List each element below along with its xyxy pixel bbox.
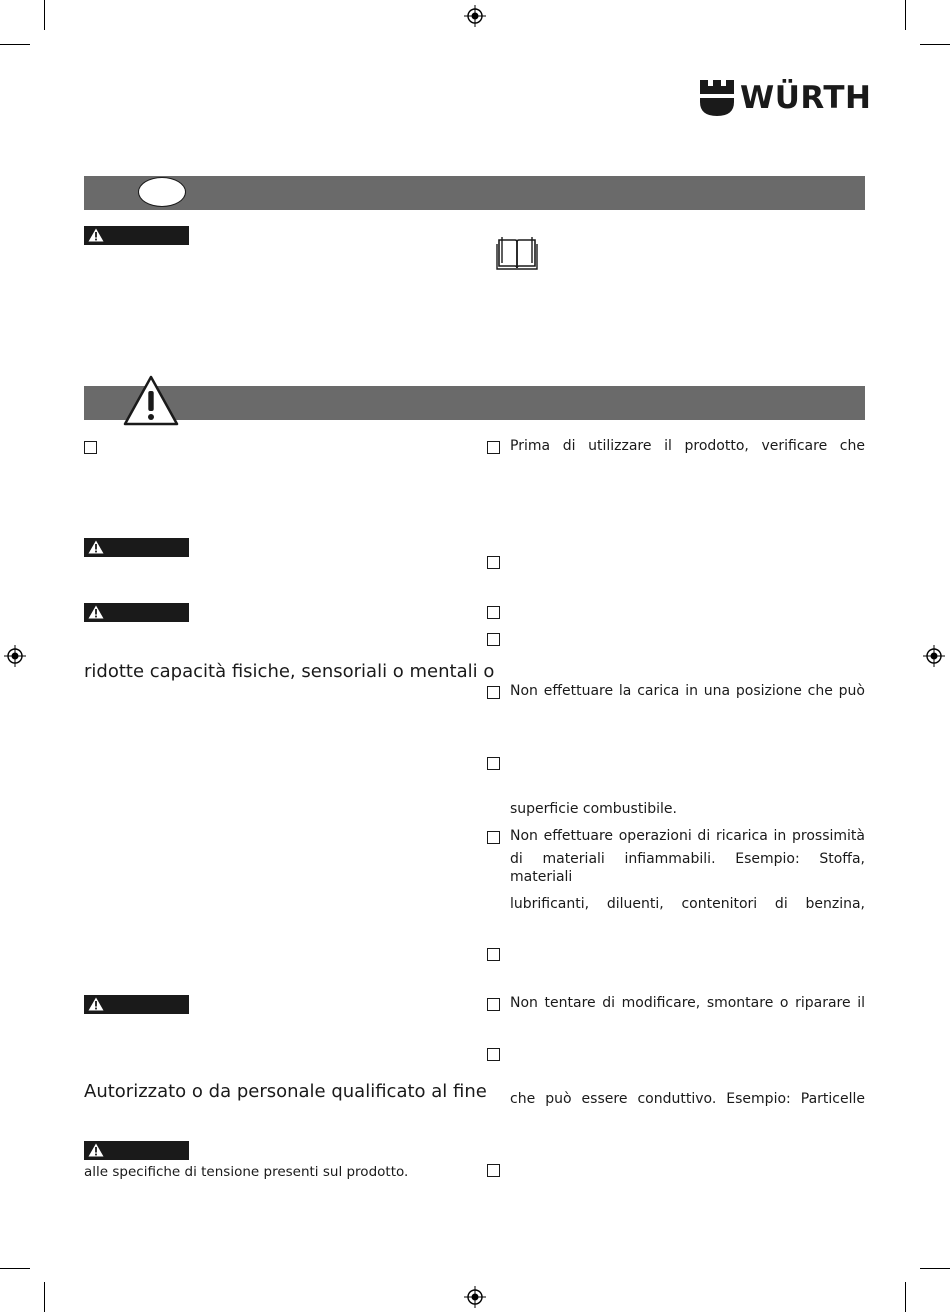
body-text-line: Prima di utilizzare il prodotto, verificare che (510, 438, 865, 454)
body-text-line: alle specifiche di tensione presenti sul prodotto. (84, 1164, 409, 1180)
warning-label (84, 1141, 189, 1160)
crop-mark (920, 44, 950, 45)
crop-mark (905, 0, 906, 30)
body-text-line: di materiali infiammabili. Esempio: Stoffa, materiali (510, 851, 865, 885)
warning-triangle-icon (88, 997, 104, 1011)
registration-mark-icon (4, 645, 26, 667)
crop-mark (0, 1268, 30, 1269)
body-text-line: che può essere conduttivo. Esempio: Particelle (510, 1091, 865, 1107)
warning-label (84, 538, 189, 557)
registration-mark-icon (464, 1286, 486, 1308)
body-text-line: Non effettuare la carica in una posizione che può (510, 683, 865, 699)
checkbox-bullet (487, 757, 500, 770)
crop-mark (44, 1282, 45, 1312)
open-book-icon (496, 236, 538, 270)
warning-triangle-icon (88, 540, 104, 554)
checkbox-bullet (487, 606, 500, 619)
section-header-band (84, 176, 865, 210)
checkbox-bullet (84, 441, 97, 454)
checkbox-bullet (487, 633, 500, 646)
warning-label (84, 226, 189, 245)
warning-triangle-icon (88, 1143, 104, 1157)
crop-mark (44, 0, 45, 30)
body-text-line: Non tentare di modificare, smontare o riparare il (510, 995, 865, 1011)
body-text-line: Non effettuare operazioni di ricarica in prossimità (510, 828, 865, 844)
warning-triangle-icon (88, 228, 104, 242)
warning-label (84, 995, 189, 1014)
checkbox-bullet (487, 998, 500, 1011)
checkbox-bullet (487, 556, 500, 569)
crop-mark (920, 1268, 950, 1269)
body-text-line: lubrificanti, diluenti, contenitori di benzina, (510, 896, 865, 912)
checkbox-bullet (487, 686, 500, 699)
warning-triangle-icon (122, 374, 180, 428)
warning-triangle-icon (88, 605, 104, 619)
checkbox-bullet (487, 441, 500, 454)
checkbox-bullet (487, 831, 500, 844)
checkbox-bullet (487, 1164, 500, 1177)
body-text-line: Autorizzato o da personale qualificato al fine (84, 1081, 487, 1102)
crop-mark (905, 1282, 906, 1312)
warning-label (84, 603, 189, 622)
safety-header-band (84, 386, 865, 420)
body-text-line: superficie combustibile. (510, 801, 677, 817)
registration-mark-icon (464, 5, 486, 27)
language-badge (138, 177, 186, 207)
crop-mark (0, 44, 30, 45)
wurth-logo-icon (700, 80, 734, 116)
brand-wordmark: WÜRTH (740, 80, 872, 116)
checkbox-bullet (487, 948, 500, 961)
registration-mark-icon (923, 645, 945, 667)
checkbox-bullet (487, 1048, 500, 1061)
body-text-line: ridotte capacità fisiche, sensoriali o mentali o (84, 661, 495, 682)
